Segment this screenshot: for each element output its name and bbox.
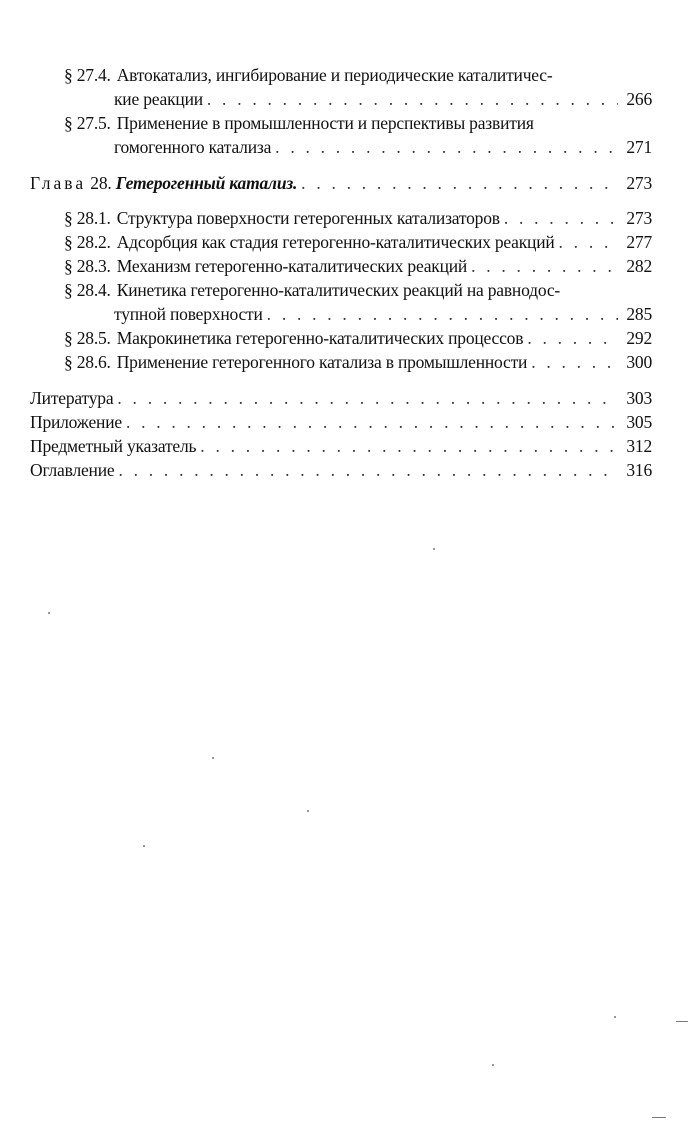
dot-leader [531, 351, 618, 373]
section-number: § 28.1. [64, 208, 111, 228]
page-number: 271 [626, 137, 652, 157]
section-number: § 28.4. [64, 280, 111, 300]
scan-speck [433, 548, 435, 550]
section-title-line1: Автокатализ, ингибирование и периодические каталитичес- [116, 65, 553, 85]
dot-leader [275, 136, 618, 158]
chapter-number: 28. [90, 173, 112, 193]
toc-entry-28-3 [64, 255, 652, 277]
section-title: Механизм гетерогенно-каталитических реакций [116, 256, 468, 276]
dot-leader [207, 88, 618, 110]
toc-literature [30, 387, 652, 409]
section-title-line2: тупной поверхности [114, 304, 263, 324]
section-number: § 28.5. [64, 328, 111, 348]
section-title-line2: гомогенного катализа [114, 137, 272, 157]
section-title: Применение гетерогенного катализа в промышленности [116, 352, 528, 372]
toc-chapter-28 [30, 172, 652, 194]
chapter-prefix: Глава [30, 173, 87, 193]
toc-entry-28-5 [64, 327, 652, 349]
page-number: 277 [626, 232, 652, 252]
entry-title: Приложение [30, 412, 122, 432]
page-number: 273 [626, 208, 652, 228]
dot-leader [117, 387, 618, 409]
section-title-line2: кие реакции [114, 89, 203, 109]
scan-speck [652, 1117, 666, 1118]
toc-entry-27-5 [64, 112, 652, 158]
dot-leader [471, 255, 618, 277]
section-number: § 28.6. [64, 352, 111, 372]
section-number: § 27.4. [64, 65, 111, 85]
scan-speck [307, 810, 309, 812]
toc-entry-27-4 [64, 64, 652, 110]
page-number: 282 [626, 256, 652, 276]
section-number: § 28.2. [64, 232, 111, 252]
entry-title: Литература [30, 388, 114, 408]
toc-entry-28-6 [64, 351, 652, 373]
dot-leader [267, 303, 618, 325]
toc-contents [30, 459, 652, 481]
toc-appendix [30, 411, 652, 433]
scan-speck [212, 757, 214, 759]
page-number: 316 [626, 460, 652, 480]
page-number: 300 [626, 352, 652, 372]
page-number: 312 [626, 436, 652, 456]
scan-speck [492, 1064, 494, 1066]
page-number: 266 [626, 89, 652, 109]
toc-entry-28-4 [64, 279, 652, 325]
scan-speck [676, 1021, 688, 1022]
toc-subject-index [30, 435, 652, 457]
dot-leader [559, 231, 618, 253]
dot-leader [118, 459, 618, 481]
entry-title: Предметный указатель [30, 436, 197, 456]
dot-leader [301, 172, 618, 194]
dot-leader [527, 327, 618, 349]
dot-leader [504, 207, 618, 229]
page-number: 303 [626, 388, 652, 408]
dot-leader [126, 411, 618, 433]
chapter-title: Гетерогенный катализ. [115, 173, 298, 193]
page-number: 285 [626, 304, 652, 324]
dot-leader [200, 435, 618, 457]
page-number: 273 [626, 173, 652, 193]
page-number: 292 [626, 328, 652, 348]
section-title: Адсорбция как стадия гетерогенно-каталитических реакций [116, 232, 555, 252]
toc-entry-28-1 [64, 207, 652, 229]
section-title: Структура поверхности гетерогенных катализаторов [116, 208, 500, 228]
scan-speck [614, 1016, 616, 1018]
section-title-line1: Кинетика гетерогенно-каталитических реакций на равнодос- [116, 280, 561, 300]
section-number: § 28.3. [64, 256, 111, 276]
section-title-line1: Применение в промышленности и перспективы развития [116, 113, 534, 133]
section-number: § 27.5. [64, 113, 111, 133]
scan-speck [48, 612, 50, 614]
toc-entry-28-2 [64, 231, 652, 253]
page-number: 305 [626, 412, 652, 432]
entry-title: Оглавление [30, 460, 115, 480]
scan-speck [143, 845, 145, 847]
section-title: Макрокинетика гетерогенно-каталитических процессов [116, 328, 524, 348]
